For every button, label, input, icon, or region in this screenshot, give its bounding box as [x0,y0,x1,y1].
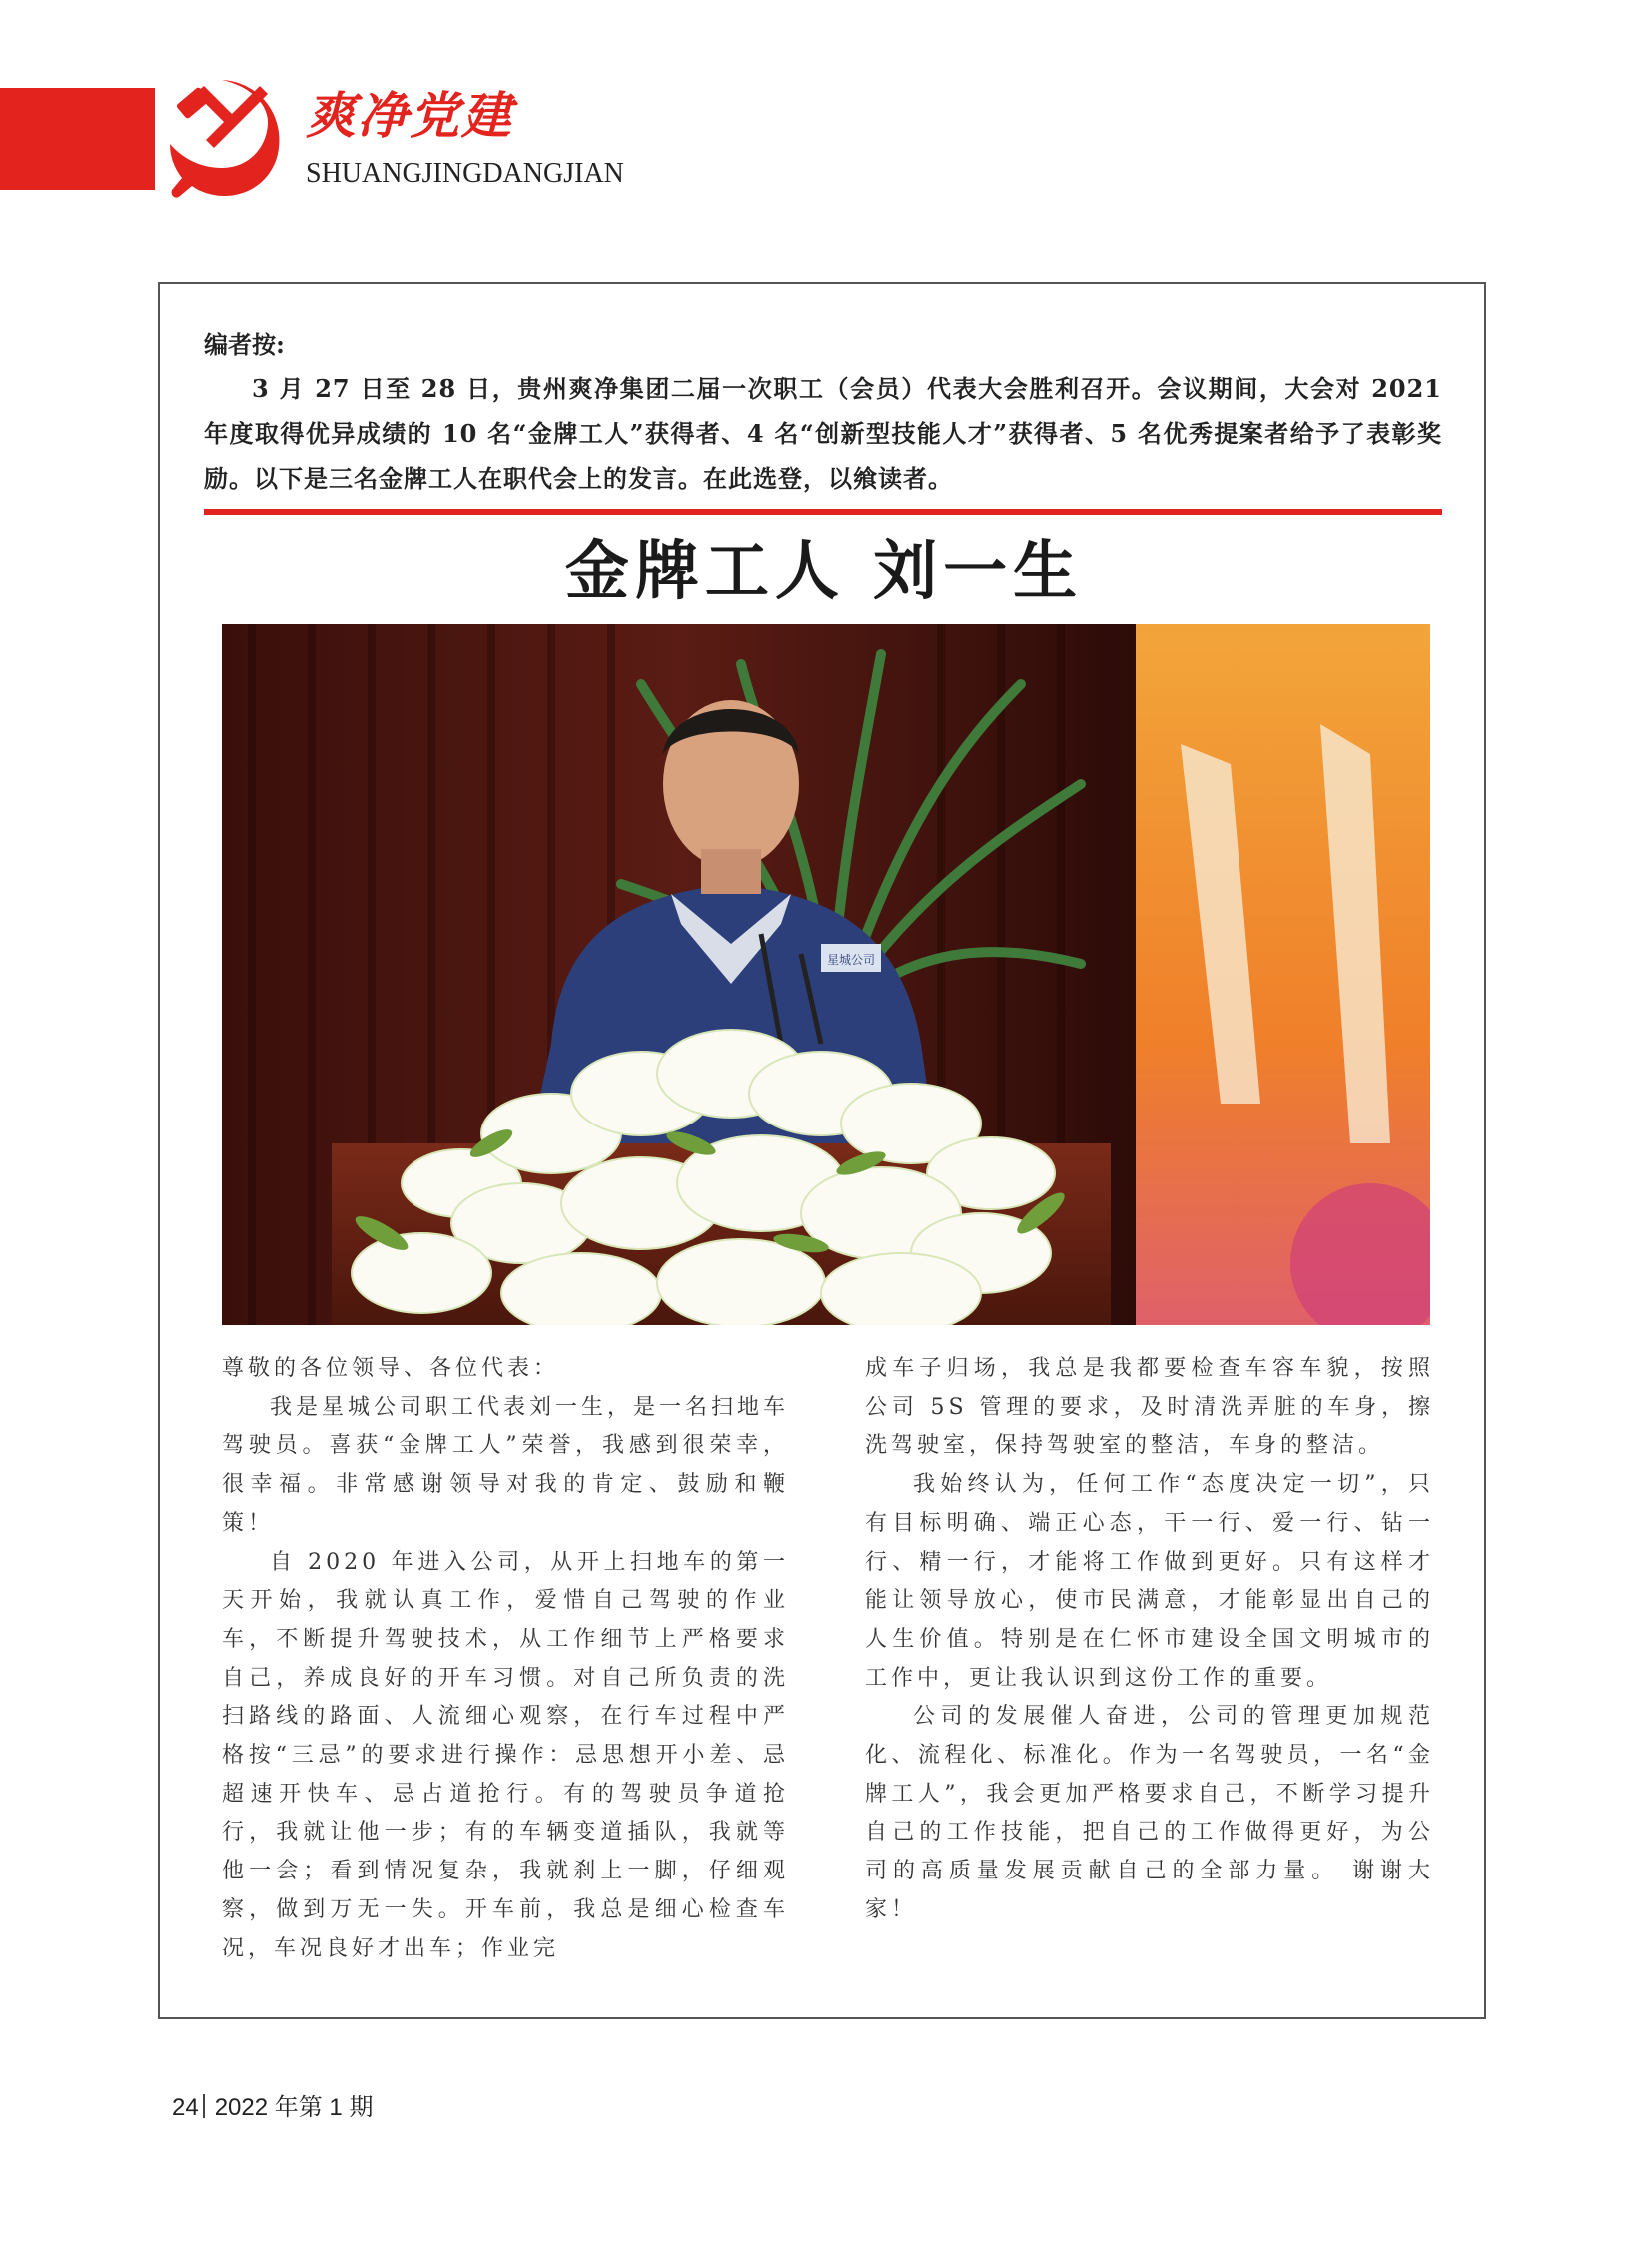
page-number: 24 [172,2094,199,2121]
speaker-photo [222,624,1430,1325]
issue-label: 2022 年第 1 期 [214,2094,374,2121]
brand-subtitle: SHUANGJINGDANGJIAN [306,158,624,189]
uniform-badge: 星城公司 [826,953,876,967]
footer-separator [203,2094,205,2118]
article-paragraph-2: 自 2020 年进入公司，从开上扫地车的第一天开始，我就认真工作，爱惜自己驾驶的作业车，不断提升驾驶技术，从工作细节上严格要求自己，养成良好的开车习惯。对自己所负责的洗扫路线的路面、人流细心观察，在行车过程中严格按“三忌”的要求进行操作：忌思想开小差、忌超速开快车、忌占道抢行。有的驾驶员争道抢行，我就让他一步；有的车辆变道插队，我就等他一会；看到情况复杂，我就刹上一脚，仔细观察，做到万无一失。开车前，我总是细心检查车况，车况良好才出车；作业完 [222,1549,789,1961]
editor-note-label: 编者按: [204,330,285,359]
article-column-right [865,1350,1434,1930]
page-footer [172,2087,373,2122]
article-headline: 金牌工人 刘一生 [564,534,1084,609]
editor-note-text: 3 月 27 日至 28 日，贵州爽净集团二届一次职工（会员）代表大会胜利召开。会议期间，大会对 2021 年度取得优异成绩的 10 名“金牌工人”获得者、4 名“创新型技能人才”获得者、5 名优秀提案者给予了表彰奖励。以下是三名金牌工人在职代会上的发言。在此选登，以飨读者。 [204,375,1442,493]
article-paragraph-4: 公司的发展催人奋进，公司的管理更加规范化、流程化、标准化。作为一名驾驶员，一名“金牌工人”，我会更加严格要求自己，不断学习提升自己的工作技能，把自己的工作做得更好，为公司的高质量发展贡献自己的全部力量。 谢谢大家！ [865,1704,1434,1922]
article-paragraph-3: 我始终认为，任何工作“态度决定一切”，只有目标明确、端正心态，干一行、爱一行、钻一行、精一行，才能将工作做到更好。只有这样才能让领导放心，使市民满意，才能彰显出自己的人生价值。特别是在仁怀市建设全国文明城市的工作中，更让我认识到这份工作的重要。 [865,1472,1434,1691]
red-divider [204,509,1442,515]
article-paragraph-2-continued: 成车子归场，我总是我都要检查车容车貌，按照公司 5S 管理的要求，及时清洗弄脏的车身，擦洗驾驶室，保持驾驶室的整洁，车身的整洁。 [865,1356,1434,1459]
article-paragraph-1: 我是星城公司职工代表刘一生，是一名扫地车驾驶员。喜获“金牌工人”荣誉，我感到很荣幸，很幸福。非常感谢领导对我的肯定、鼓励和鞭策！ [222,1394,790,1536]
brand-title: 爽净党建 [306,87,513,145]
hammer-sickle-icon [160,72,290,202]
article-column-left [222,1350,789,1968]
article-greeting: 尊敬的各位领导、各位代表： [222,1356,560,1381]
header-red-block [0,88,155,190]
